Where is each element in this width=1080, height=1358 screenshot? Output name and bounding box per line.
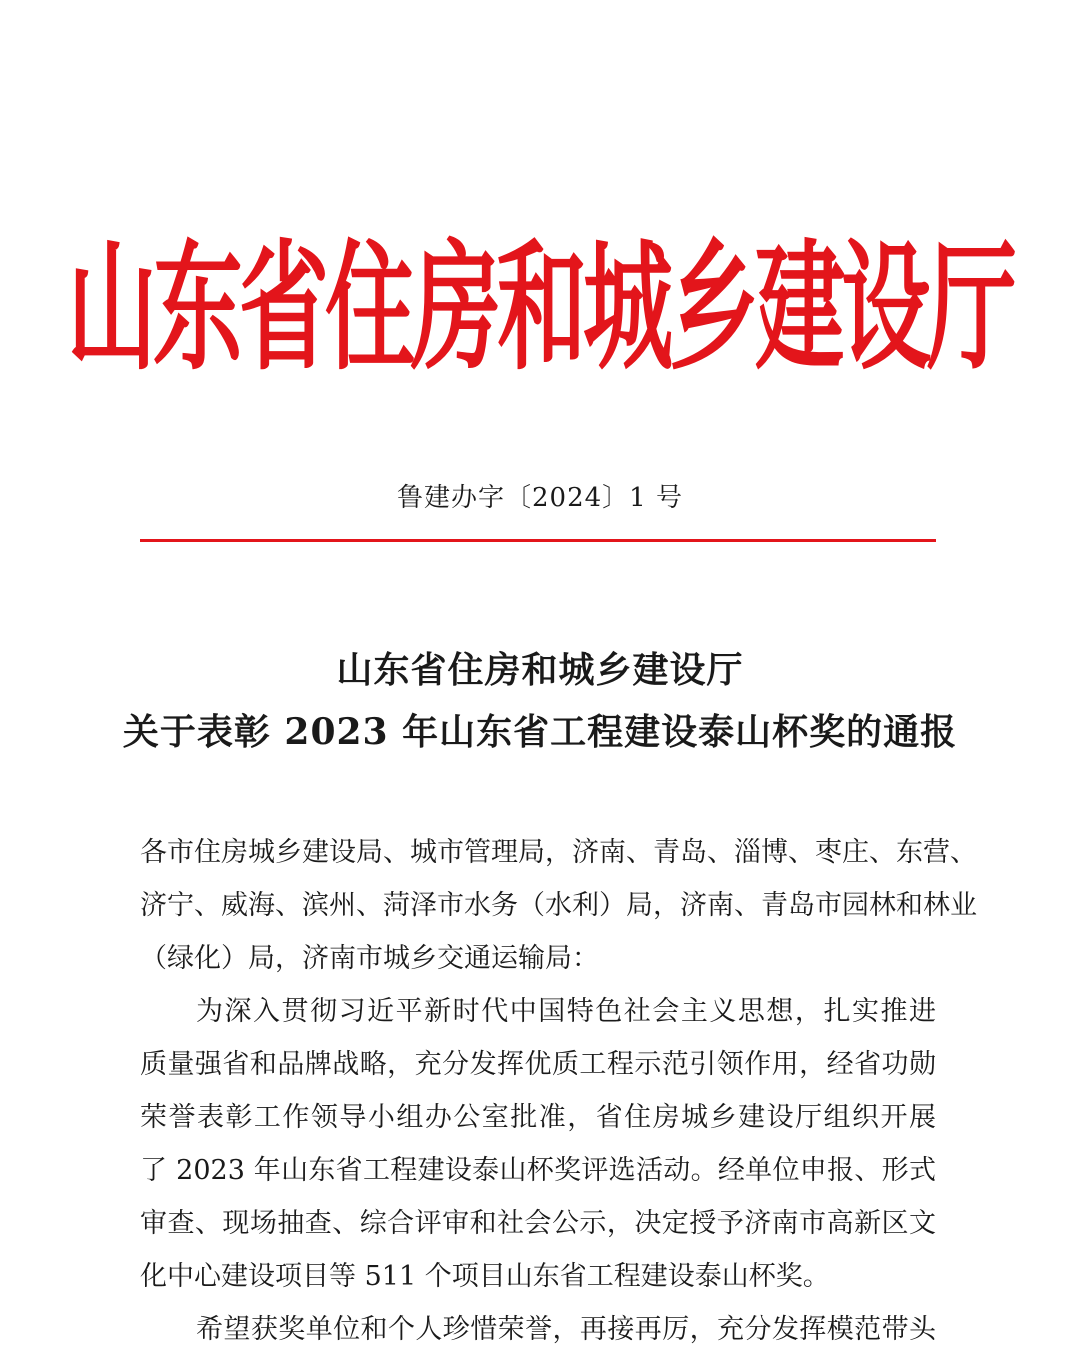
addressee-line: （绿化）局，济南市城乡交通运输局：	[140, 943, 599, 974]
red-divider-line	[140, 539, 936, 542]
paragraph-line: 审查、现场抽查、综合评审和社会公示，决定授予济南市高新区文	[140, 1208, 936, 1239]
notice-title-line-1: 山东省住房和城乡建设厅	[336, 649, 744, 691]
paragraph-line: 了 2023 年山东省工程建设泰山杯奖评选活动。经单位申报、形式	[140, 1155, 936, 1186]
paragraph-line: 荣誉表彰工作领导小组办公室批准，省住房城乡建设厅组织开展	[140, 1102, 936, 1133]
addressee-block	[140, 826, 977, 985]
document-number: 鲁建办字〔2024〕1 号	[397, 483, 683, 513]
body-paragraph-1	[140, 985, 936, 1303]
masthead-title: 山东省住房和城乡建设厅	[67, 225, 1013, 391]
body-paragraph-2	[140, 1303, 936, 1356]
paragraph-line: 为深入贯彻习近平新时代中国特色社会主义思想，扎实推进	[196, 996, 936, 1027]
addressee-line: 济宁、威海、滨州、菏泽市水务（水利）局，济南、青岛市园林和林业	[140, 890, 977, 921]
addressee-line: 各市住房城乡建设局、城市管理局，济南、青岛、淄博、枣庄、东营、	[140, 837, 977, 868]
notice-title-line-2: 关于表彰 2023 年山东省工程建设泰山杯奖的通报	[122, 711, 958, 753]
paragraph-line: 希望获奖单位和个人珍惜荣誉，再接再厉，充分发挥模范带头	[196, 1314, 936, 1345]
paragraph-line: 质量强省和品牌战略，充分发挥优质工程示范引领作用，经省功勋	[140, 1049, 936, 1080]
paragraph-line: 化中心建设项目等 511 个项目山东省工程建设泰山杯奖。	[140, 1261, 830, 1292]
